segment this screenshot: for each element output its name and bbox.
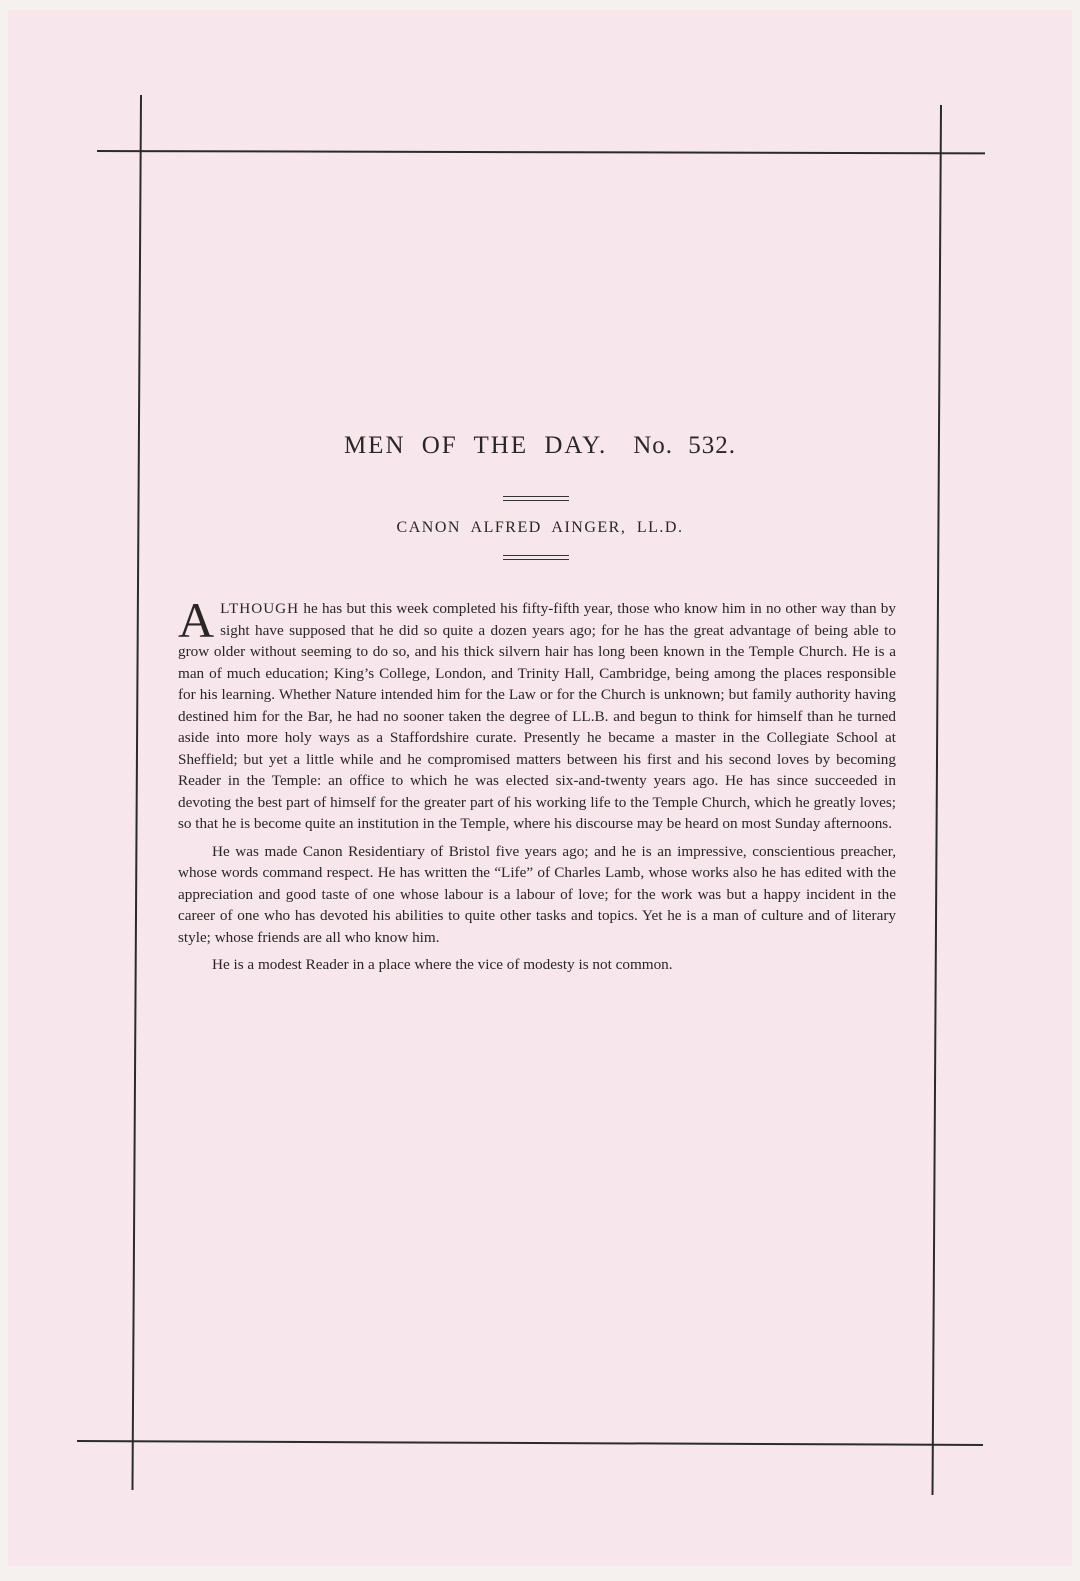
drop-cap: A bbox=[178, 592, 215, 648]
paragraph-1-text: he has but this week completed his fifty-fifth year, those who know him in no other way than by sight have supposed that he did so quite a dozen years ago; for he has the great advantage of being able to grow older without seeming to do so, and his thick silvern hair has long been known in the Temple Church. He is a man of much education; King’s College, London, and Trinity Hall, Cambridge, being among the places responsible for his learning. Whether Nature intended him for the Law or for the Church is unknown; but family authority having destined him for the Bar, he had no sooner taken the degree of LL.B. and begun to think for himself than he turned aside into more holy ways as a Staffordshire curate. Presently he became a master in the Collegiate School at Sheffield; but yet a little while and he compromised matters between his first and his second loves by becoming Reader in the Temple: an office to which he was elected six-and-twenty years ago. He has since succeeded in devoting the best part of himself for the greater part of his working life to the Temple Church, which he greatly loves; so that he is become quite an institution in the Temple, where his discourse may be heard on most Sunday afternoons. bbox=[178, 600, 896, 832]
ornamental-rule-bottom bbox=[503, 555, 569, 560]
lead-word: LTHOUGH bbox=[220, 600, 300, 617]
issue-number: No. 532. bbox=[633, 432, 737, 459]
page-title bbox=[0, 432, 1080, 460]
subject-name: CANON ALFRED AINGER, LL.D. bbox=[396, 519, 684, 536]
series-title: MEN OF THE DAY. bbox=[343, 432, 608, 459]
article-body bbox=[178, 592, 896, 982]
ornamental-rule-top bbox=[503, 496, 569, 501]
paragraph-2: He was made Canon Residentiary of Bristol five years ago; and he is an impressive, conscientious preacher, whose words command respect. He has written the “Life” of Charles Lamb, whose works also he has edited with the appreciation and good taste of one whose labour is a labour of love; for the work was but a happy incident in the career of one who has devoted his abilities to quite other tasks and topics. Yet he is a man of culture and of literary style; whose friends are all who know him. bbox=[178, 842, 896, 946]
paragraph-3: He is a modest Reader in a place where the vice of modesty is not common. bbox=[212, 956, 673, 973]
paragraph-1 bbox=[178, 592, 896, 835]
